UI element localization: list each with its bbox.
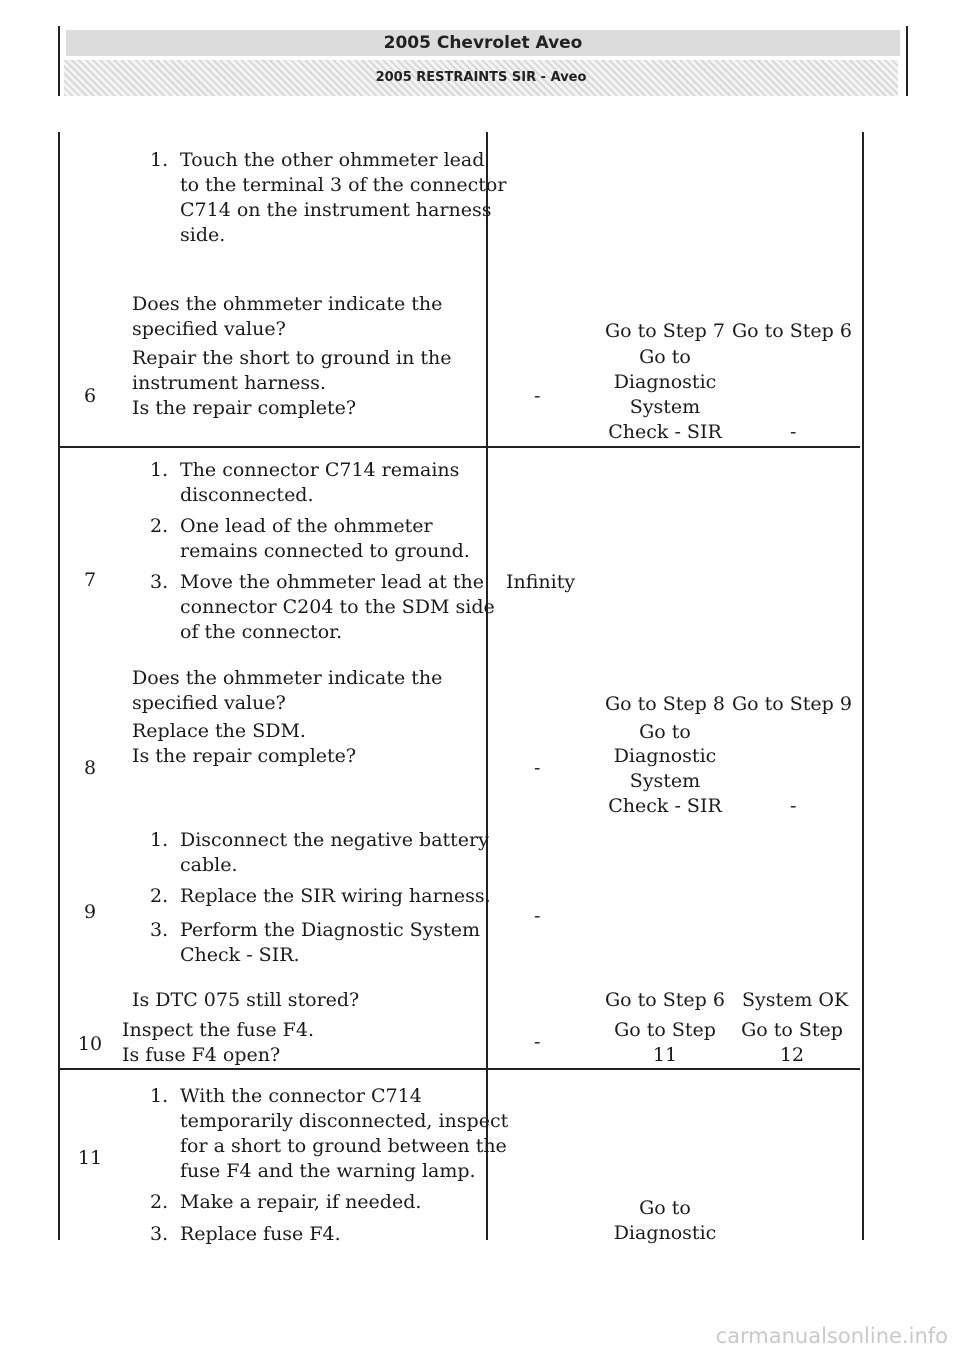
list-item: 1. The connector C714 remains xyxy=(150,459,460,481)
yes-result: Check - SIR xyxy=(608,421,722,443)
no-result: Go to Step 9 xyxy=(732,693,852,715)
step-action: Is the repair complete? xyxy=(132,397,357,419)
list-item-line: side. xyxy=(180,224,226,246)
step-question: Does the ohmmeter indicate the xyxy=(132,293,443,315)
yes-result: System xyxy=(629,770,701,792)
step-action: Repair the short to ground in the xyxy=(132,347,452,369)
yes-result: Go to xyxy=(639,1197,691,1219)
step-number: 6 xyxy=(83,385,97,407)
diagnostic-table xyxy=(58,132,864,1245)
no-result: Go to Step 6 xyxy=(732,320,852,342)
no-result: - xyxy=(790,795,797,817)
step-number: 10 xyxy=(77,1033,103,1055)
list-item-line: fuse F4 and the warning lamp. xyxy=(180,1160,476,1182)
step-action: Is fuse F4 open? xyxy=(122,1044,281,1066)
step-question: Is DTC 075 still stored? xyxy=(132,989,360,1011)
step-number: 11 xyxy=(77,1147,103,1169)
list-item: 1. With the connector C714 xyxy=(150,1085,422,1107)
value-cell: - xyxy=(534,385,541,407)
list-item: 1. Touch the other ohmmeter lead xyxy=(150,149,485,171)
yes-result: Go to Step 6 xyxy=(605,989,725,1011)
step-number: 8 xyxy=(83,757,97,779)
step-action: Inspect the fuse F4. xyxy=(122,1019,314,1041)
step-question: specified value? xyxy=(132,318,286,340)
list-item-line: of the connector. xyxy=(180,621,343,643)
list-item-line: for a short to ground between the xyxy=(180,1135,507,1157)
yes-result: Go to xyxy=(639,721,691,743)
list-item-line: remains connected to ground. xyxy=(180,540,470,562)
yes-result: Go to Step 7 xyxy=(605,320,725,342)
value-cell: - xyxy=(534,1031,541,1053)
list-item-line: connector C204 to the SDM side xyxy=(180,596,495,618)
yes-result: 11 xyxy=(652,1044,678,1066)
value-cell: - xyxy=(534,757,541,779)
no-result: 12 xyxy=(779,1044,805,1066)
list-item-line: C714 on the instrument harness xyxy=(180,199,492,221)
document-subtitle: 2005 RESTRAINTS SIR - Aveo xyxy=(64,60,898,96)
list-item: 2. One lead of the ohmmeter xyxy=(150,515,433,537)
yes-result: Go to Step xyxy=(614,1019,716,1041)
step-action: Is the repair complete? xyxy=(132,745,357,767)
yes-result: Diagnostic xyxy=(613,745,717,767)
list-item-line: to the terminal 3 of the connector xyxy=(180,174,507,196)
list-item: 3. Move the ohmmeter lead at the xyxy=(150,571,484,593)
list-item: 3. Perform the Diagnostic System xyxy=(150,919,481,941)
yes-result: Diagnostic xyxy=(613,371,717,393)
document-title: 2005 Chevrolet Aveo xyxy=(66,30,900,56)
value-cell: Infinity xyxy=(506,571,576,593)
step-number: 7 xyxy=(83,569,97,591)
list-item: 3. Replace fuse F4. xyxy=(150,1223,341,1245)
yes-result: Check - SIR xyxy=(608,795,722,817)
step-question: specified value? xyxy=(132,692,286,714)
value-cell: - xyxy=(534,905,541,927)
yes-result: System xyxy=(629,396,701,418)
yes-result: Go to xyxy=(639,346,691,368)
no-result: System OK xyxy=(742,989,849,1011)
step-number: 9 xyxy=(83,901,97,923)
list-item: 2. Replace the SIR wiring harness. xyxy=(150,885,491,907)
list-item-line: disconnected. xyxy=(180,484,314,506)
list-item: 1. Disconnect the negative battery xyxy=(150,829,489,851)
no-result: - xyxy=(790,421,797,443)
list-item-line: cable. xyxy=(180,854,238,876)
step-question: Does the ohmmeter indicate the xyxy=(132,667,443,689)
step-action: instrument harness. xyxy=(132,372,326,394)
yes-result: Diagnostic xyxy=(613,1222,717,1244)
list-item-line: temporarily disconnected, inspect xyxy=(180,1110,509,1132)
list-item: 2. Make a repair, if needed. xyxy=(150,1191,422,1213)
list-item-line: Check - SIR. xyxy=(180,944,300,966)
no-result: Go to Step xyxy=(741,1019,843,1041)
step-action: Replace the SDM. xyxy=(132,720,306,742)
watermark-text: carmanualsonline.info xyxy=(715,1324,948,1348)
yes-result: Go to Step 8 xyxy=(605,693,725,715)
